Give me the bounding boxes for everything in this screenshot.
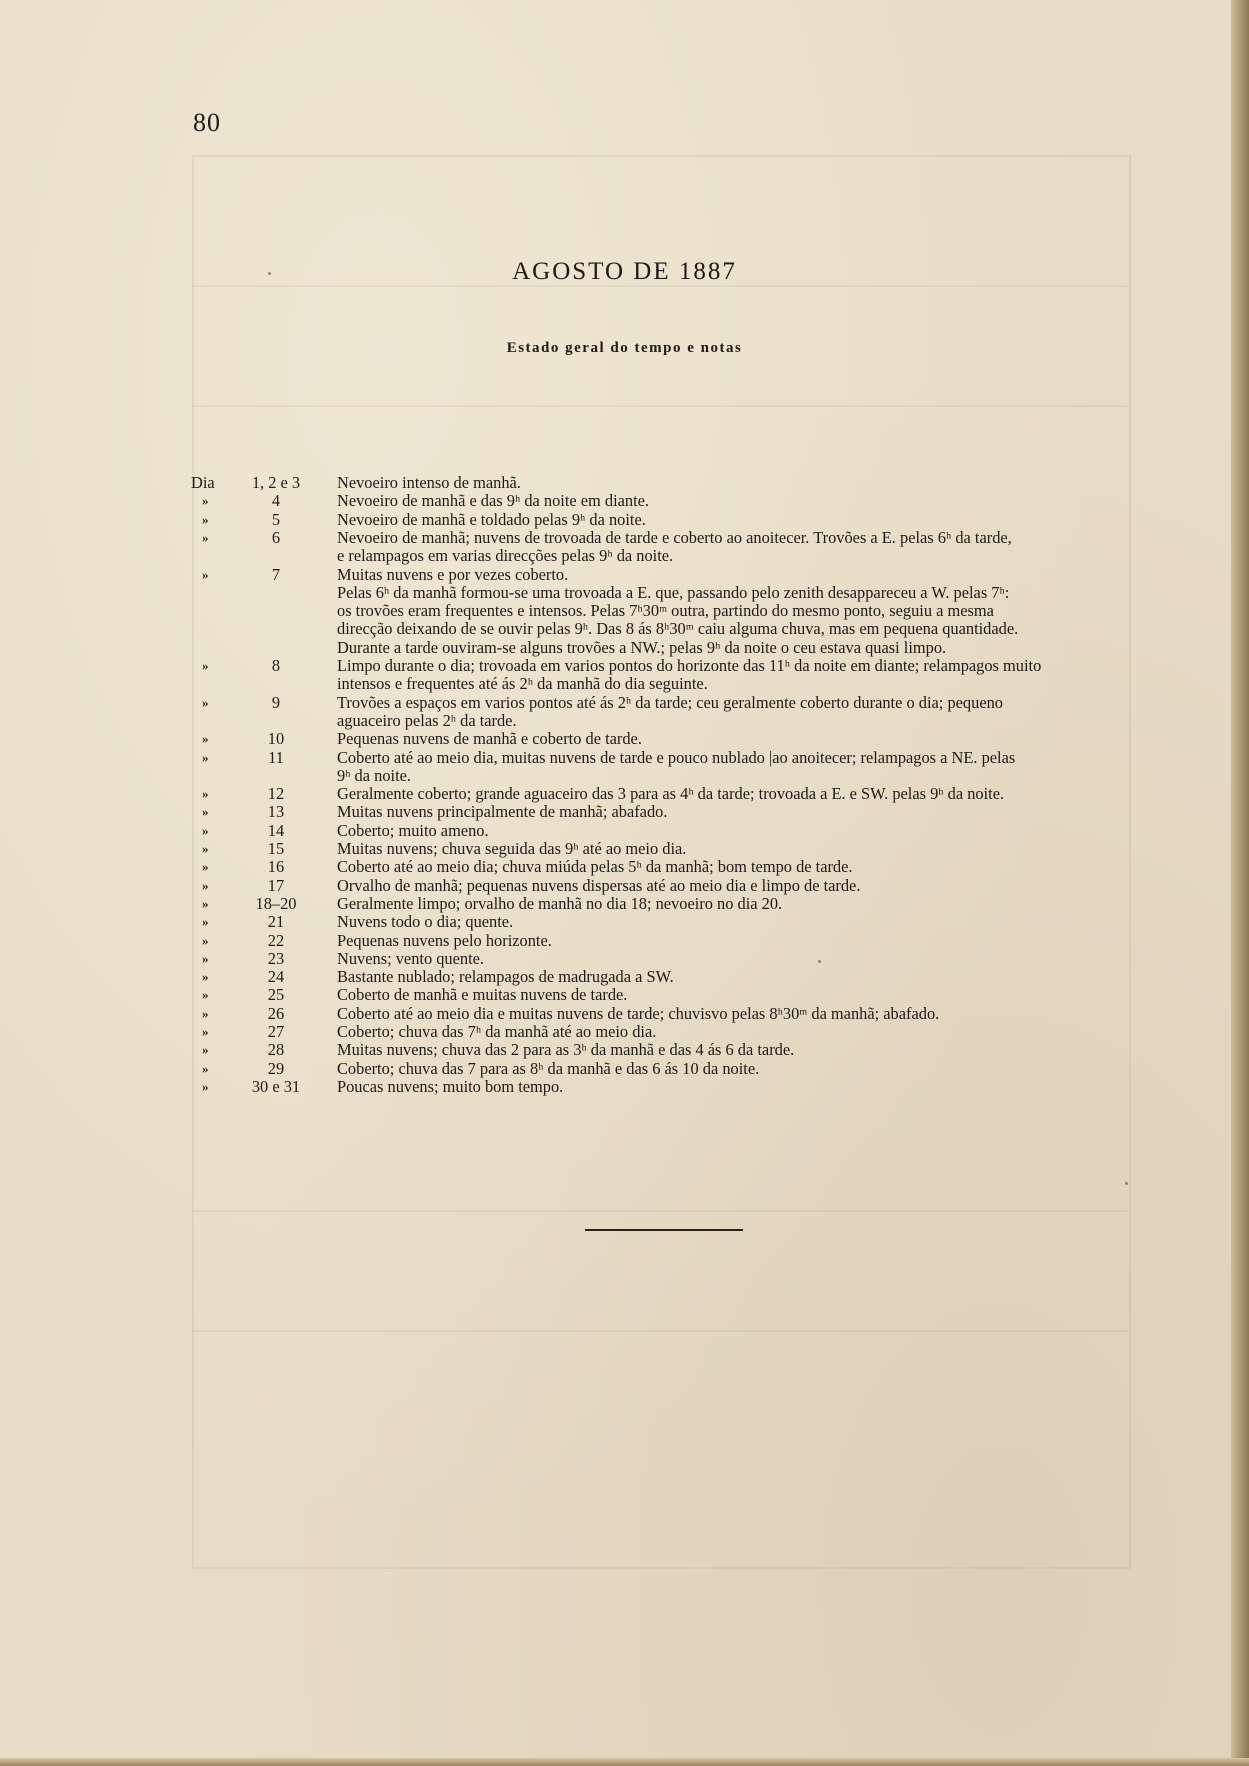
entry-text-line: Geralmente limpo; orvalho de manhã no dia 18; nevoeiro no dia 20. [337, 893, 783, 913]
weather-entry [0, 1078, 1249, 1096]
day-number: 23 [267, 948, 285, 968]
ditto-mark: » [202, 895, 209, 911]
entry-text-line: Coberto; chuva das 7ʰ da manhã até ao meio dia. [337, 1022, 657, 1041]
ditto-mark: » [202, 1042, 209, 1058]
weather-entry [0, 694, 1249, 731]
entry-text-line: Muitas nuvens; chuva seguida das 9ʰ até ao meio dia. [337, 839, 687, 858]
day-number: 1, 2 e 3 [251, 473, 301, 492]
entry-text-line: Durante a tarde ouviram-se alguns trovões a NW.; pelas 9ʰ da noite o ceu estava quasi limpo. [337, 637, 947, 657]
weather-entry [0, 803, 1249, 821]
ditto-mark: » [202, 566, 209, 582]
weather-entry [0, 1005, 1249, 1023]
entry-text-line: Muitas nuvens principalmente de manhã; abafado. [337, 802, 668, 822]
ditto-mark: » [202, 731, 209, 747]
day-number: 21 [267, 912, 285, 932]
entry-text-line: Nevoeiro de manhã; nuvens de trovoada de tarde e coberto ao anoitecer. Trovões a E. pelas 6ʰ da tarde, [337, 527, 1012, 547]
day-number: 6 [271, 527, 281, 547]
weather-entry [0, 932, 1249, 950]
entry-text-line: Nevoeiro intenso de manhã. [337, 473, 521, 492]
weather-entry [0, 840, 1249, 858]
entry-text-line: Coberto até ao meio dia, muitas nuvens de tarde e pouco nublado |ao anoitecer; relampagos a NE. pelas [337, 747, 1016, 767]
ditto-mark: » [202, 841, 209, 856]
weather-entry [0, 1023, 1249, 1041]
entry-text-line: intensos e frequentes até ás 2ʰ da manhã do dia seguinte. [337, 674, 708, 694]
entry-text-line: Muitas nuvens; chuva das 2 para as 3ʰ da manhã e das 4 ás 6 da tarde. [337, 1040, 795, 1060]
day-number: 26 [267, 1003, 285, 1023]
day-number: 12 [267, 784, 285, 804]
entry-text-line: Geralmente coberto; grande aguaceiro das 3 para as 4ʰ da tarde; trovoada a E. e SW. pelas 9ʰ da noite. [337, 784, 1005, 804]
entry-text-line: Bastante nublado; relampagos de madrugada a SW. [337, 967, 674, 987]
ditto-mark: » [202, 950, 209, 966]
entry-text-line: Nevoeiro de manhã e toldado pelas 9ʰ da noite. [337, 509, 646, 529]
day-number: 28 [267, 1040, 285, 1060]
section-subtitle: Estado geral do tempo e notas [506, 340, 743, 356]
weather-entry [0, 1060, 1249, 1078]
day-number: 15 [267, 839, 285, 858]
entry-text-line: Coberto; muito ameno. [337, 820, 489, 840]
day-number: 13 [267, 802, 285, 822]
entry-text-line: Limpo durante o dia; trovoada em varios pontos do horizonte das 11ʰ da noite em diante; relampagos muito [337, 656, 1042, 675]
ditto-mark: » [202, 1078, 209, 1094]
weather-entry [0, 950, 1249, 968]
entry-text-line: direcção deixando de se ouvir pelas 9ʰ. Das 8 ás 8ʰ30ᵐ caiu alguma chuva, mas em pequena quantidade. [337, 619, 1019, 639]
day-number: 5 [271, 509, 281, 529]
weather-entry [0, 730, 1249, 748]
entry-text-line: Nuvens todo o dia; quente. [337, 912, 514, 932]
weather-entry [0, 566, 1249, 658]
entry-text-line: Nuvens; vento quente. [337, 948, 485, 968]
weather-entry [0, 858, 1249, 876]
weather-entry [0, 822, 1249, 840]
entry-text-line: Coberto de manhã e muitas nuvens de tarde. [337, 985, 628, 1005]
day-number: 9 [271, 692, 281, 712]
entry-text-line: 9ʰ da noite. [337, 765, 411, 785]
day-number: 16 [267, 857, 285, 877]
weather-entry [0, 749, 1249, 786]
entry-text-line: Coberto; chuva das 7 para as 8ʰ da manhã e das 6 ás 10 da noite. [337, 1058, 760, 1078]
day-number: 29 [267, 1058, 285, 1078]
entry-text-line: Trovões a espaços em varios pontos até ás 2ʰ da tarde; ceu geralmente coberto durante o dia; pequeno [337, 692, 1003, 712]
entry-text-line: os trovões eram frequentes e intensos. Pelas 7ʰ30ᵐ outra, partindo do mesmo ponto, seguiu a mesma [337, 601, 994, 621]
ditto-mark: » [202, 859, 209, 875]
weather-entry [0, 492, 1249, 510]
entry-text-line: aguaceiro pelas 2ʰ da tarde. [337, 710, 517, 730]
entry-text-line: Orvalho de manhã; pequenas nuvens dispersas até ao meio dia e limpo de tarde. [337, 875, 861, 895]
weather-entry [0, 474, 1249, 492]
entry-text-line: Nevoeiro de manhã e das 9ʰ da noite em diante. [337, 491, 650, 511]
page-number: 80 [193, 108, 221, 137]
paper-speck [268, 272, 271, 275]
day-number: 22 [267, 930, 285, 950]
ditto-mark: » [202, 914, 209, 930]
day-number: 11 [268, 747, 284, 767]
weather-entry [0, 785, 1249, 803]
day-number: 14 [267, 820, 285, 840]
entry-text-line: e relampagos em varias direcções pelas 9ʰ da noite. [337, 546, 674, 566]
ditto-mark: » [202, 822, 209, 838]
ditto-mark: » [202, 804, 209, 820]
ditto-mark: » [202, 529, 209, 545]
ditto-mark: » [202, 1024, 209, 1039]
paper-speck [1125, 1182, 1128, 1185]
day-number: 7 [271, 564, 281, 584]
weather-entry [0, 511, 1249, 529]
paper-speck [818, 960, 821, 963]
weather-entry [0, 529, 1249, 566]
ditto-mark: » [202, 1060, 209, 1076]
entry-text-line: Coberto até ao meio dia e muitas nuvens de tarde; chuvisvo pelas 8ʰ30ᵐ da manhã; abafado. [337, 1003, 940, 1023]
day-number: 27 [267, 1022, 285, 1041]
ditto-mark: » [202, 932, 209, 948]
ditto-mark: » [202, 511, 209, 527]
ditto-mark: » [202, 786, 209, 802]
day-number: 24 [267, 967, 285, 987]
page-edge-shadow [1231, 0, 1249, 1766]
day-number: 17 [267, 875, 285, 895]
page-edge-shadow [0, 1758, 1249, 1766]
ditto-mark: » [202, 694, 209, 710]
weather-entry [0, 1041, 1249, 1059]
weather-entry [0, 913, 1249, 931]
entry-text-line: Pequenas nuvens de manhã e coberto de tarde. [337, 729, 642, 749]
ditto-mark: » [202, 749, 209, 765]
entry-text-line: Poucas nuvens; muito bom tempo. [337, 1076, 564, 1096]
end-rule [585, 1229, 743, 1231]
ditto-mark: » [202, 658, 209, 673]
day-number: 8 [271, 656, 281, 675]
entry-text-line: Coberto até ao meio dia; chuva miúda pelas 5ʰ da manhã; bom tempo de tarde. [337, 857, 853, 877]
ditto-mark: » [202, 1005, 209, 1021]
weather-entry [0, 657, 1249, 694]
ditto-mark: » [202, 969, 209, 985]
ditto-mark: » [202, 877, 209, 893]
day-number: 10 [267, 729, 285, 749]
weather-entry [0, 986, 1249, 1004]
day-number: 18–20 [255, 893, 297, 913]
day-number: 25 [267, 985, 285, 1005]
entry-text-line: Muitas nuvens e por vezes coberto. [337, 564, 569, 584]
ditto-mark: » [202, 493, 209, 509]
weather-entry [0, 968, 1249, 986]
weather-entry [0, 895, 1249, 913]
weather-entry [0, 877, 1249, 895]
ditto-mark: » [202, 987, 209, 1003]
day-number: 30 e 31 [251, 1076, 301, 1096]
day-label: Dia [191, 473, 215, 492]
entry-text-line: Pequenas nuvens pelo horizonte. [337, 930, 552, 950]
entry-text-line: Pelas 6ʰ da manhã formou-se uma trovoada a E. que, passando pelo zenith desappareceu a W. pelas 7ʰ: [337, 582, 1010, 602]
page-title: AGOSTO DE 1887 [512, 258, 737, 285]
day-number: 4 [271, 491, 281, 511]
